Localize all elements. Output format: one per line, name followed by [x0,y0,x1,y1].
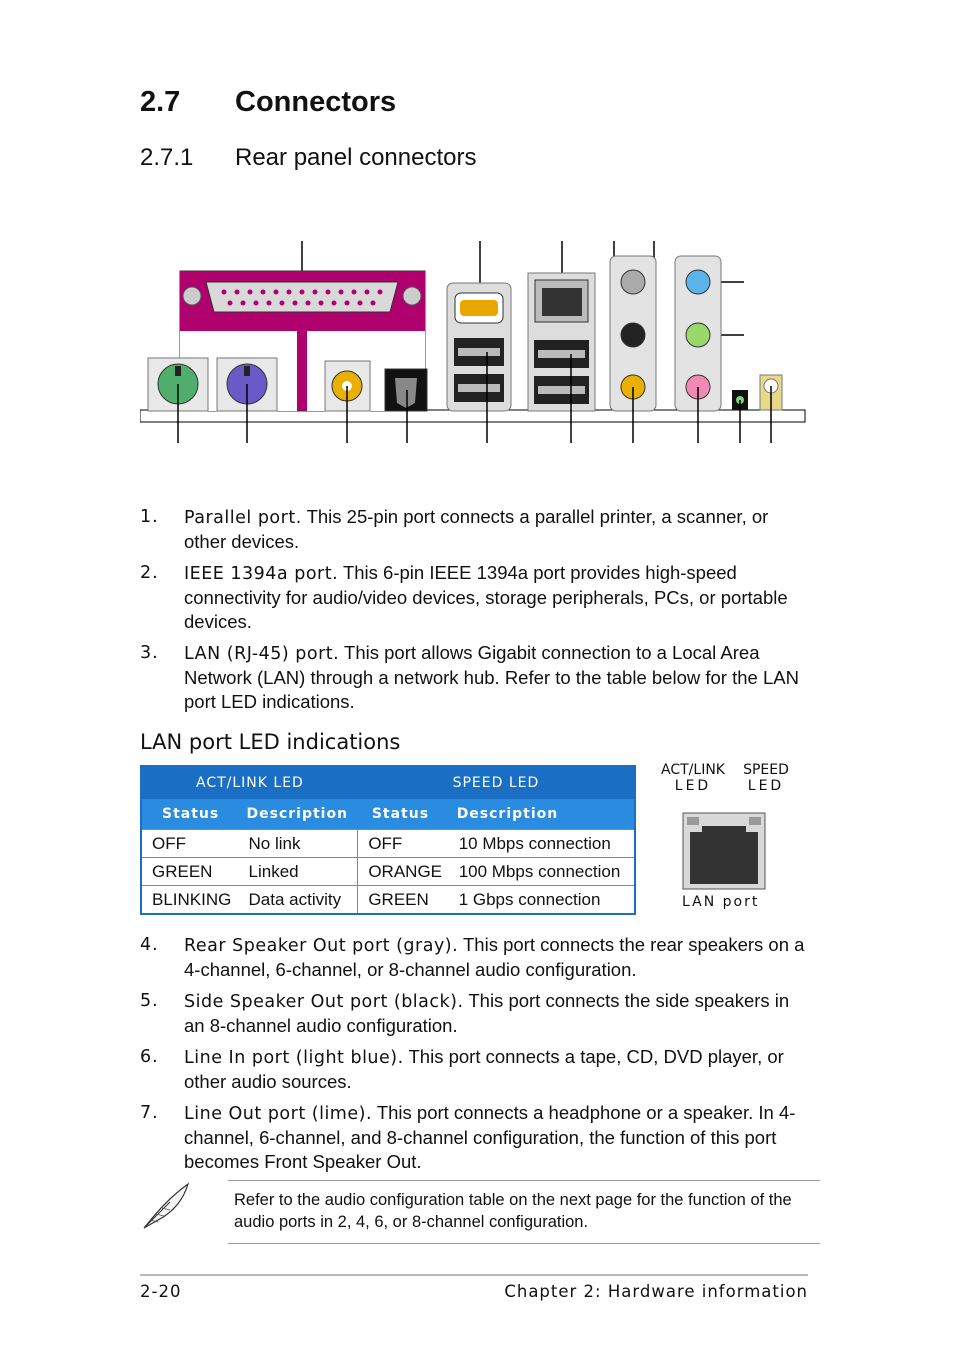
list-item: 4. Rear Speaker Out port (gray). This port connects the rear speakers on a 4-channel, 6-channel, or 8-channel audio configuration. [140,934,805,980]
col-status: Status [358,799,449,830]
section-heading [140,86,396,119]
note-box [228,1180,820,1244]
list-item: 7. Line Out port (lime). This port connects a headphone or a speaker. In 4-channel, 6-channel, and 8-channel configuration, the function of this port becomes Front Speaker Out. [140,1102,796,1172]
ieee1394-usb-stack [447,283,511,411]
connector-list-a [140,505,810,721]
col-description: Description [239,799,358,830]
list-item: 2. IEEE 1394a port. This 6-pin IEEE 1394a port provides high-speed connectivity for audio/video devices, storage peripherals, PCs, or portable devices. [140,562,788,632]
act-link-header: ACT/LINK LED [141,766,358,799]
pencil-feather-icon [140,1180,192,1232]
section-title: Connectors [235,86,397,118]
col-description: Description [449,799,635,830]
note-text: Refer to the audio configuration table on the next page for the function of the audio ports in 2, 4, 6, or 8-channel configuration. [234,1191,792,1231]
subsection-title: Rear panel connectors [235,144,477,171]
table-row: BLINKING Data activity GREEN 1 Gbps connection [141,886,635,915]
table-row: GREEN Linked ORANGE 100 Mbps connection [141,858,635,886]
section-number: 2.7 [140,86,181,118]
act-link-label: ACT/LINK LED [661,762,725,794]
subsection-number: 2.7.1 [140,144,194,171]
rj45-jack-icon [682,812,766,890]
col-status: Status [141,799,239,830]
connector-list-b [140,933,810,1181]
list-item: 1. Parallel port. This 25-pin port connects a parallel printer, a scanner, or other devices. [140,506,769,552]
optical-spdif-port [385,369,427,411]
speed-header: SPEED LED [358,766,635,799]
rear-panel-diagram [140,238,810,448]
list-item: 6. Line In port (light blue). This port connects a tape, CD, DVD player, or other audio sources. [140,1046,784,1092]
lan-port-figure [650,760,810,920]
led-section-title: LAN port LED indications [140,730,401,754]
table-row: OFF No link OFF 10 Mbps connection [141,830,635,858]
page-footer [140,1274,808,1301]
subsection-heading [140,144,476,172]
lan-usb-stack [528,273,595,411]
page-number: 2-20 [140,1282,182,1301]
chapter-title: Chapter 2: Hardware information [504,1282,808,1301]
lan-port-label: LAN port [682,894,760,910]
speed-label: SPEED LED [743,762,789,794]
list-item: 3. LAN (RJ-45) port. This port allows Gigabit connection to a Local Area Network (LAN) through a network hub. Refer to the table below for the LAN port LED indications. [140,642,799,712]
led-table [140,765,636,915]
list-item: 5. Side Speaker Out port (black). This port connects the side speakers in an 8-channel audio configuration. [140,990,790,1036]
